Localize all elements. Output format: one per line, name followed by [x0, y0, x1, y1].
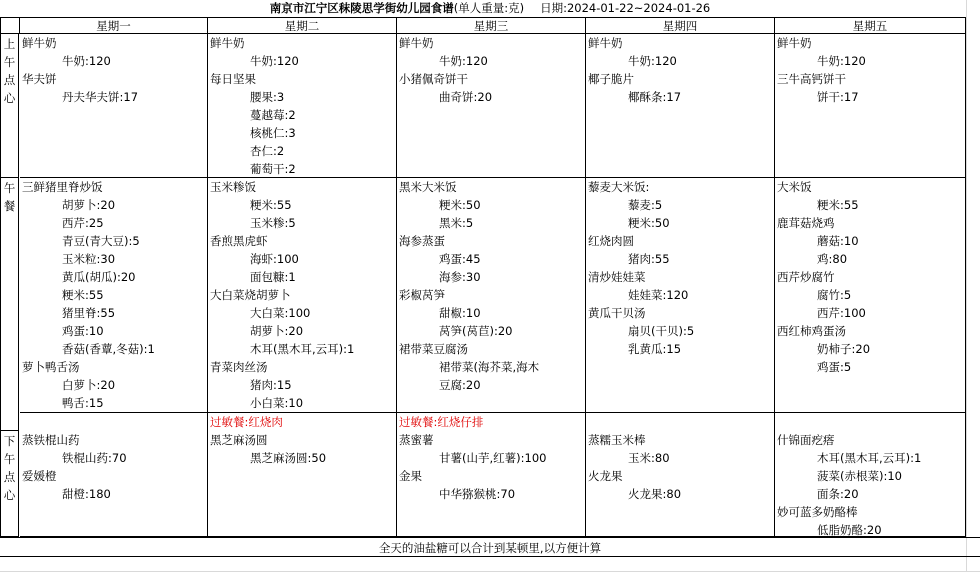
lunch-cell-fri — [775, 178, 966, 412]
dish-name: 香煎黑虎虾 — [210, 234, 268, 248]
day-header-wed: 星期三 — [397, 17, 586, 34]
ingredient-line: 面包糠:1 — [250, 270, 296, 284]
dish-name: 每日坚果 — [210, 72, 256, 86]
dish-name: 鲜牛奶 — [399, 36, 434, 50]
ingredient-line: 椰酥条:17 — [628, 90, 682, 104]
date-range: 2024-01-22~2024-01-26 — [566, 1, 711, 15]
dish-name: 蒸铁棍山药 — [22, 433, 80, 447]
ingredient-line: 莴笋(莴苣):20 — [439, 324, 513, 338]
dish-name: 鲜牛奶 — [22, 36, 57, 50]
am-snack-cell-tue — [208, 34, 397, 178]
dish-name: 黑芝麻汤圆 — [210, 433, 268, 447]
dish-name: 黑米大米饭 — [399, 180, 457, 194]
ingredient-line: 裙带菜(海芥菜,海木 — [439, 360, 540, 374]
lunch-cell-mon — [20, 178, 208, 412]
ingredient-line: 甜橙:180 — [62, 487, 111, 501]
dish-name: 大白菜烧胡萝卜 — [210, 288, 291, 302]
pm-snack-cell-wed — [397, 431, 586, 537]
dish-name: 什锦面疙瘩 — [777, 433, 835, 447]
ingredient-line: 曲奇饼:20 — [439, 90, 493, 104]
am-snack-cell-mon — [20, 34, 208, 178]
dish-name: 藜麦大米饭: — [588, 180, 650, 194]
dish-name: 小猪佩奇饼干 — [399, 72, 468, 86]
grid-line — [966, 0, 967, 571]
ingredient-line: 鸭舌:15 — [62, 396, 104, 410]
ingredient-line: 粳米:55 — [817, 198, 859, 212]
dish-name: 青菜肉丝汤 — [210, 360, 268, 374]
footer-note: 全天的油盐糖可以合计到某顿里,以方便计算 — [0, 537, 980, 557]
ingredient-line: 面条:20 — [817, 487, 859, 501]
ingredient-line: 葡萄干:2 — [250, 162, 296, 176]
day-header-mon: 星期一 — [20, 17, 208, 34]
ingredient-line: 甘薯(山芋,红薯):100 — [439, 451, 547, 465]
dish-name: 鲜牛奶 — [588, 36, 623, 50]
dish-name: 红烧肉圆 — [588, 234, 634, 248]
dish-name: 鲜牛奶 — [210, 36, 245, 50]
period-pm-snack: 下 午 点 心 — [0, 431, 19, 537]
ingredient-line: 黄瓜(胡瓜):20 — [62, 270, 136, 284]
ingredient-line: 核桃仁:3 — [250, 126, 296, 140]
dish-name: 火龙果 — [588, 469, 623, 483]
date-label: 日期: — [540, 1, 567, 15]
dish-name: 裙带菜豆腐汤 — [399, 342, 468, 356]
ingredient-line: 木耳(黑木耳,云耳):1 — [250, 342, 355, 356]
ingredient-line: 娃娃菜:120 — [628, 288, 689, 302]
ingredient-line: 西芹:100 — [817, 306, 866, 320]
ingredient-line: 粳米:55 — [62, 288, 104, 302]
ingredient-line: 鸡蛋:10 — [62, 324, 104, 338]
ingredient-line: 玉米粒:30 — [62, 252, 116, 266]
allergy-note-tue: 过敏餐:红烧肉 — [208, 412, 397, 431]
ingredient-line: 乳黄瓜:15 — [628, 342, 682, 356]
ingredient-line: 牛奶:120 — [62, 54, 111, 68]
dish-name: 金果 — [399, 469, 422, 483]
ingredient-line: 豆腐:20 — [439, 378, 481, 392]
day-header-fri: 星期五 — [775, 17, 966, 34]
day-header-tue: 星期二 — [208, 17, 397, 34]
dish-name: 鲜牛奶 — [777, 36, 812, 50]
pm-snack-cell-thu — [586, 431, 775, 537]
period-lunch: 午 餐 — [0, 178, 19, 431]
lunch-cell-thu — [586, 178, 775, 412]
ingredient-line: 杏仁:2 — [250, 144, 285, 158]
ingredient-line: 玉米糁:5 — [250, 216, 296, 230]
ingredient-line: 鸡蛋:5 — [817, 360, 852, 374]
ingredient-line: 牛奶:120 — [817, 54, 866, 68]
dish-name: 清炒娃娃菜 — [588, 270, 646, 284]
school-name: 南京市江宁区秣陵思学街幼儿园食谱 — [269, 1, 454, 15]
menu-title — [0, 0, 980, 17]
ingredient-line: 扇贝(干贝):5 — [628, 324, 695, 338]
ingredient-line: 粳米:50 — [628, 216, 670, 230]
ingredient-line: 猪里脊:55 — [62, 306, 116, 320]
ingredient-line: 鸡蛋:45 — [439, 252, 481, 266]
ingredient-line: 青豆(青大豆):5 — [62, 234, 140, 248]
ingredient-line: 牛奶:120 — [628, 54, 677, 68]
am-snack-cell-fri — [775, 34, 966, 178]
ingredient-line: 小白菜:10 — [250, 396, 304, 410]
pm-snack-cell-fri — [775, 431, 966, 537]
ingredient-line: 胡萝卜:20 — [62, 198, 116, 212]
ingredient-line: 香菇(香蕈,冬菇):1 — [62, 342, 155, 356]
ingredient-line: 海参:30 — [439, 270, 481, 284]
ingredient-line: 大白菜:100 — [250, 306, 311, 320]
ingredient-line: 玉米:80 — [628, 451, 670, 465]
ingredient-line: 蘑菇:10 — [817, 234, 859, 248]
corner-cell — [0, 17, 20, 34]
pm-snack-cell-mon — [20, 431, 208, 537]
ingredient-line: 藜麦:5 — [628, 198, 663, 212]
ingredient-line: 中华猕猴桃:70 — [439, 487, 516, 501]
am-snack-cell-thu — [586, 34, 775, 178]
dish-name: 大米饭 — [777, 180, 812, 194]
ingredient-line: 胡萝卜:20 — [250, 324, 304, 338]
dish-name: 蒸糯玉米棒 — [588, 433, 646, 447]
ingredient-line: 奶柿子:20 — [817, 342, 871, 356]
dish-name: 鹿茸菇烧鸡 — [777, 216, 835, 230]
day-header-thu: 星期四 — [586, 17, 775, 34]
dish-name: 玉米糁饭 — [210, 180, 256, 194]
ingredient-line: 牛奶:120 — [439, 54, 488, 68]
dish-name: 爱媛橙 — [22, 469, 57, 483]
weight-unit: (单人重量:克) — [453, 1, 525, 15]
lunch-cell-tue — [208, 178, 397, 412]
ingredient-line: 海虾:100 — [250, 252, 299, 266]
dish-name: 妙可蓝多奶酪棒 — [777, 505, 858, 519]
dish-name: 三牛高钙饼干 — [777, 72, 846, 86]
ingredient-line: 猪肉:55 — [628, 252, 670, 266]
ingredient-line: 白萝卜:20 — [62, 378, 116, 392]
pm-snack-cell-tue — [208, 431, 397, 537]
allergy-note-mon — [20, 412, 208, 431]
allergy-note-fri — [775, 412, 966, 431]
ingredient-line: 腰果:3 — [250, 90, 285, 104]
dish-name: 萝卜鸭舌汤 — [22, 360, 80, 374]
ingredient-line: 火龙果:80 — [628, 487, 682, 501]
am-snack-cell-wed — [397, 34, 586, 178]
ingredient-line: 铁棍山药:70 — [62, 451, 127, 465]
ingredient-line: 鸡:80 — [817, 252, 848, 266]
empty-row — [0, 557, 980, 572]
ingredient-line: 饼干:17 — [817, 90, 859, 104]
ingredient-line: 甜椒:10 — [439, 306, 481, 320]
allergy-note-wed: 过敏餐:红烧仔排 — [397, 412, 586, 431]
dish-name: 西芹炒腐竹 — [777, 270, 835, 284]
ingredient-line: 腐竹:5 — [817, 288, 852, 302]
ingredient-line: 木耳(黑木耳,云耳):1 — [817, 451, 922, 465]
ingredient-line: 黑米:5 — [439, 216, 474, 230]
dish-name: 海参蒸蛋 — [399, 234, 445, 248]
ingredient-line: 粳米:55 — [250, 198, 292, 212]
dish-name: 蒸蜜薯 — [399, 433, 434, 447]
ingredient-line: 猪肉:15 — [250, 378, 292, 392]
dish-name: 椰子脆片 — [588, 72, 634, 86]
ingredient-line: 西芹:25 — [62, 216, 104, 230]
lunch-cell-wed — [397, 178, 586, 412]
ingredient-line: 黑芝麻汤圆:50 — [250, 451, 327, 465]
dish-name: 西红柿鸡蛋汤 — [777, 324, 846, 338]
dish-name: 华夫饼 — [22, 72, 57, 86]
ingredient-line: 蔓越莓:2 — [250, 108, 296, 122]
allergy-note-thu — [586, 412, 775, 431]
dish-name: 三鲜猪里脊炒饭 — [22, 180, 103, 194]
ingredient-line: 菠菜(赤根菜):10 — [817, 469, 902, 483]
ingredient-line: 粳米:50 — [439, 198, 481, 212]
dish-name: 黄瓜干贝汤 — [588, 306, 646, 320]
dish-name: 彩椒莴笋 — [399, 288, 445, 302]
ingredient-line: 低脂奶酪:20 — [817, 523, 882, 537]
period-am-snack: 上 午 点 心 — [0, 34, 19, 178]
ingredient-line: 丹夫华夫饼:17 — [62, 90, 139, 104]
ingredient-line: 牛奶:120 — [250, 54, 299, 68]
